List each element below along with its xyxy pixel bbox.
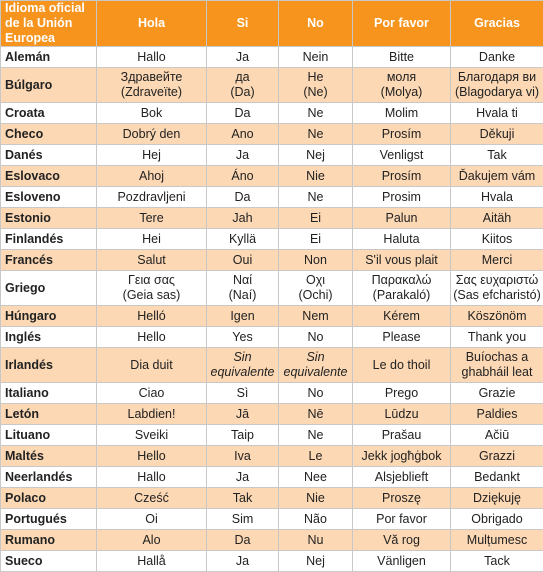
table-row	[1, 306, 543, 327]
cell-no: Nie	[279, 166, 353, 187]
cell-si: Ja	[207, 467, 279, 488]
cell-si: Tak	[207, 488, 279, 509]
cell-hola: Salut	[97, 250, 207, 271]
cell-por-favor: Please	[353, 327, 451, 348]
cell-si: Sin equivalente	[207, 348, 279, 383]
cell-language: Checo	[1, 124, 97, 145]
cell-no: Sin equivalente	[279, 348, 353, 383]
cell-language: Portugués	[1, 509, 97, 530]
cell-no: Ne	[279, 103, 353, 124]
table-row	[1, 446, 543, 467]
cell-hola: Sveiki	[97, 425, 207, 446]
table-row	[1, 509, 543, 530]
cell-gracias: Kiitos	[451, 229, 543, 250]
cell-no: Nē	[279, 404, 353, 425]
table-row	[1, 383, 543, 404]
table-row	[1, 103, 543, 124]
header-hola: Hola	[97, 1, 207, 47]
cell-hola: Hallå	[97, 551, 207, 572]
cell-gracias: Ačiū	[451, 425, 543, 446]
cell-gracias: Děkuji	[451, 124, 543, 145]
cell-gracias: Merci	[451, 250, 543, 271]
cell-no: Le	[279, 446, 353, 467]
cell-no: Ne	[279, 187, 353, 208]
cell-language: Inglés	[1, 327, 97, 348]
cell-no: Ei	[279, 229, 353, 250]
cell-no: Nem	[279, 306, 353, 327]
cell-por-favor: Prašau	[353, 425, 451, 446]
table-row	[1, 145, 543, 166]
cell-language: Griego	[1, 271, 97, 306]
cell-si: Da	[207, 187, 279, 208]
cell-language: Sueco	[1, 551, 97, 572]
cell-por-favor: Παρακαλώ (Parakaló)	[353, 271, 451, 306]
cell-no: Οχι (Ochi)	[279, 271, 353, 306]
table-row	[1, 187, 543, 208]
table-row	[1, 68, 543, 103]
cell-gracias: Hvala	[451, 187, 543, 208]
cell-si: Ja	[207, 47, 279, 68]
cell-gracias: Obrigado	[451, 509, 543, 530]
cell-por-favor: Proszę	[353, 488, 451, 509]
cell-gracias: Mulțumesc	[451, 530, 543, 551]
cell-si: Iva	[207, 446, 279, 467]
cell-no: Не (Ne)	[279, 68, 353, 103]
table-row	[1, 530, 543, 551]
cell-gracias: Aitäh	[451, 208, 543, 229]
cell-no: Non	[279, 250, 353, 271]
table-row	[1, 124, 543, 145]
cell-language: Danés	[1, 145, 97, 166]
cell-por-favor: Prosim	[353, 187, 451, 208]
cell-no: No	[279, 383, 353, 404]
cell-gracias: Köszönöm	[451, 306, 543, 327]
cell-por-favor: моля (Molya)	[353, 68, 451, 103]
table-row	[1, 208, 543, 229]
cell-si: Igen	[207, 306, 279, 327]
cell-por-favor: Alsjeblieft	[353, 467, 451, 488]
cell-no: Não	[279, 509, 353, 530]
table-row	[1, 166, 543, 187]
table-row	[1, 229, 543, 250]
cell-si: Jā	[207, 404, 279, 425]
cell-por-favor: Kérem	[353, 306, 451, 327]
cell-por-favor: Le do thoil	[353, 348, 451, 383]
cell-si: Sì	[207, 383, 279, 404]
cell-si: Oui	[207, 250, 279, 271]
cell-language: Neerlandés	[1, 467, 97, 488]
cell-hola: Tere	[97, 208, 207, 229]
cell-hola: Labdien!	[97, 404, 207, 425]
cell-por-favor: Prosím	[353, 166, 451, 187]
cell-por-favor: S'il vous plait	[353, 250, 451, 271]
cell-si: Ano	[207, 124, 279, 145]
cell-por-favor: Jekk jogħġbok	[353, 446, 451, 467]
cell-no: Ne	[279, 124, 353, 145]
cell-hola: Alo	[97, 530, 207, 551]
cell-hola: Dia duit	[97, 348, 207, 383]
cell-no: Nee	[279, 467, 353, 488]
cell-language: Esloveno	[1, 187, 97, 208]
cell-gracias: Hvala ti	[451, 103, 543, 124]
cell-no: Nein	[279, 47, 353, 68]
cell-gracias: Tak	[451, 145, 543, 166]
cell-hola: Hallo	[97, 467, 207, 488]
header-si: Si	[207, 1, 279, 47]
cell-gracias: Bedankt	[451, 467, 543, 488]
cell-hola: Bok	[97, 103, 207, 124]
cell-hola: Ahoj	[97, 166, 207, 187]
cell-por-favor: Lūdzu	[353, 404, 451, 425]
cell-language: Alemán	[1, 47, 97, 68]
cell-hola: Dobrý den	[97, 124, 207, 145]
cell-por-favor: Bitte	[353, 47, 451, 68]
cell-no: Nej	[279, 551, 353, 572]
cell-si: Ja	[207, 551, 279, 572]
cell-si: Taip	[207, 425, 279, 446]
cell-language: Eslovaco	[1, 166, 97, 187]
cell-hola: Hello	[97, 446, 207, 467]
cell-si: Ναί (Naí)	[207, 271, 279, 306]
cell-hola: Γεια σας (Geia sas)	[97, 271, 207, 306]
cell-si: да (Da)	[207, 68, 279, 103]
cell-gracias: Tack	[451, 551, 543, 572]
cell-no: Nie	[279, 488, 353, 509]
cell-gracias: Σας ευχαριστώ (Sas efcharistó)	[451, 271, 543, 306]
cell-por-favor: Por favor	[353, 509, 451, 530]
cell-por-favor: Palun	[353, 208, 451, 229]
cell-hola: Ciao	[97, 383, 207, 404]
cell-si: Jah	[207, 208, 279, 229]
table-row	[1, 250, 543, 271]
cell-hola: Hello	[97, 327, 207, 348]
cell-hola: Cześć	[97, 488, 207, 509]
cell-no: No	[279, 327, 353, 348]
cell-no: Nu	[279, 530, 353, 551]
cell-gracias: Danke	[451, 47, 543, 68]
header-gracias: Gracias	[451, 1, 543, 47]
cell-hola: Hallo	[97, 47, 207, 68]
cell-no: Nej	[279, 145, 353, 166]
cell-language: Finlandés	[1, 229, 97, 250]
cell-language: Italiano	[1, 383, 97, 404]
table-row	[1, 425, 543, 446]
cell-gracias: Dziękuję	[451, 488, 543, 509]
cell-gracias: Thank you	[451, 327, 543, 348]
cell-si: Áno	[207, 166, 279, 187]
cell-si: Ja	[207, 145, 279, 166]
cell-por-favor: Venligst	[353, 145, 451, 166]
cell-language: Croata	[1, 103, 97, 124]
cell-no: Ne	[279, 425, 353, 446]
cell-hola: Pozdravljeni	[97, 187, 207, 208]
table-row	[1, 47, 543, 68]
table-row	[1, 348, 543, 383]
header-no: No	[279, 1, 353, 47]
cell-language: Maltés	[1, 446, 97, 467]
cell-language: Búlgaro	[1, 68, 97, 103]
cell-gracias: Buíochas a ghabháil leat	[451, 348, 543, 383]
cell-hola: Hej	[97, 145, 207, 166]
cell-language: Irlandés	[1, 348, 97, 383]
cell-language: Rumano	[1, 530, 97, 551]
table-row	[1, 467, 543, 488]
cell-por-favor: Prosím	[353, 124, 451, 145]
table-row	[1, 404, 543, 425]
cell-language: Letón	[1, 404, 97, 425]
cell-gracias: Ďakujem vám	[451, 166, 543, 187]
header-row	[1, 1, 543, 47]
cell-por-favor: Vänligen	[353, 551, 451, 572]
cell-hola: Здравейте (Zdraveïte)	[97, 68, 207, 103]
table-row	[1, 271, 543, 306]
cell-por-favor: Vă rog	[353, 530, 451, 551]
header-por-favor: Por favor	[353, 1, 451, 47]
cell-hola: Hei	[97, 229, 207, 250]
cell-no: Ei	[279, 208, 353, 229]
cell-hola: Helló	[97, 306, 207, 327]
cell-por-favor: Haluta	[353, 229, 451, 250]
cell-si: Da	[207, 103, 279, 124]
cell-language: Estonio	[1, 208, 97, 229]
cell-gracias: Благодаря ви (Blagodarya vi)	[451, 68, 543, 103]
cell-si: Da	[207, 530, 279, 551]
cell-gracias: Grazie	[451, 383, 543, 404]
table-row	[1, 327, 543, 348]
header-language: Idioma oficial de la Unión Europea	[1, 1, 97, 47]
cell-language: Polaco	[1, 488, 97, 509]
table-header	[1, 1, 543, 47]
cell-hola: Oi	[97, 509, 207, 530]
cell-gracias: Grazzi	[451, 446, 543, 467]
cell-si: Yes	[207, 327, 279, 348]
table-row	[1, 488, 543, 509]
cell-por-favor: Prego	[353, 383, 451, 404]
cell-gracias: Paldies	[451, 404, 543, 425]
cell-si: Sim	[207, 509, 279, 530]
cell-por-favor: Molim	[353, 103, 451, 124]
table-row	[1, 551, 543, 572]
cell-si: Kyllä	[207, 229, 279, 250]
cell-language: Francés	[1, 250, 97, 271]
table-body	[1, 47, 543, 572]
cell-language: Lituano	[1, 425, 97, 446]
cell-language: Húngaro	[1, 306, 97, 327]
